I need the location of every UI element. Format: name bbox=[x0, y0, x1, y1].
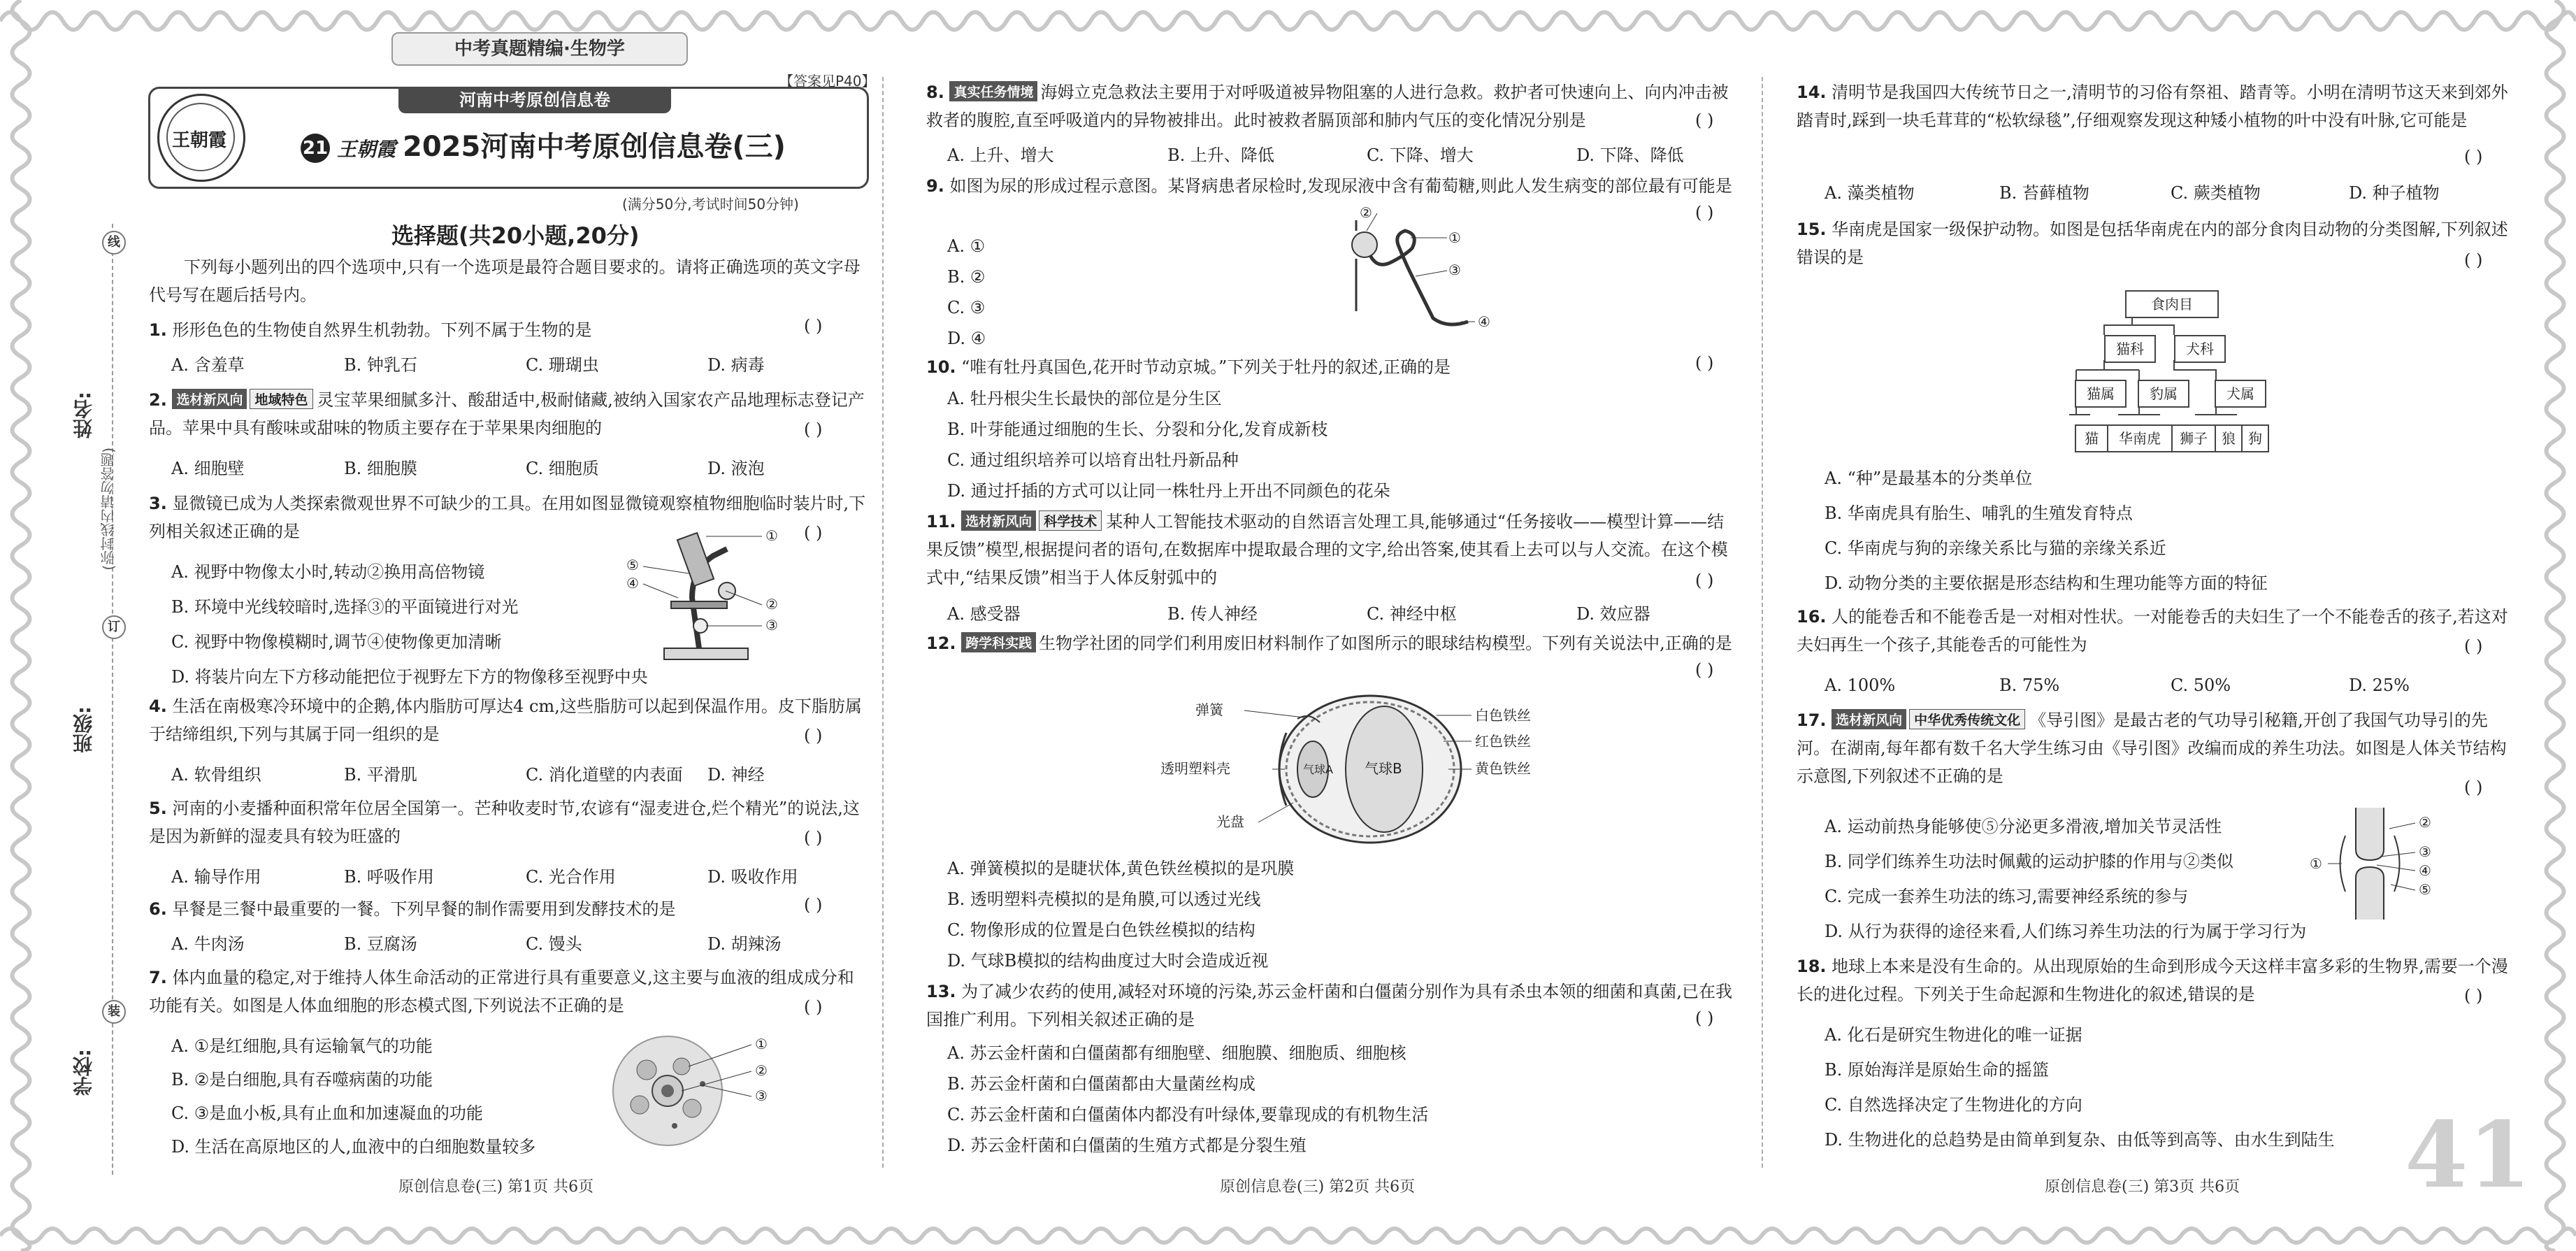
option-d: D. 从行为获得的途径来看,人们练习养生功法的行为属于学习行为 bbox=[1825, 922, 2307, 941]
answer-blank-11[interactable]: ( ) bbox=[1695, 571, 1714, 590]
option-d: D. 苏云金杆菌和白僵菌的生殖方式都是分裂生殖 bbox=[947, 1136, 1307, 1155]
option-c: C. 神经中枢 bbox=[1367, 604, 1457, 624]
answer-blank-13[interactable]: ( ) bbox=[1695, 1008, 1714, 1028]
answer-blank-9[interactable]: ( ) bbox=[1695, 203, 1714, 222]
option-a: A. “种”是最基本的分类单位 bbox=[1825, 469, 2033, 488]
figure-label: ① bbox=[755, 1036, 768, 1052]
question-18 bbox=[1797, 952, 2520, 1008]
figure-label: 弹簧 bbox=[1195, 701, 1223, 718]
page-footer-2: 原创信息卷(三) 第2页 共6页 bbox=[1220, 1178, 1416, 1196]
question-text: 灵宝苹果细腻多汁、酸甜适中,极耐储藏,被纳入国家农产品地理标志登记产品。苹果中具有酸味或甜味的物质主要存在于苹果果肉细胞的 bbox=[149, 390, 865, 438]
option-b: B. 75% bbox=[1999, 675, 2060, 695]
question-13 bbox=[926, 978, 1737, 1034]
binding-mark-line: 线 bbox=[102, 231, 126, 255]
question-2 bbox=[149, 386, 869, 442]
option-b: B. 豆腐汤 bbox=[344, 934, 417, 954]
question-number: 2. bbox=[149, 390, 167, 410]
option-b: B. 同学们练养生功法时佩戴的运动护膝的作用与②类似 bbox=[1825, 852, 2233, 871]
figure-label: ⑤ bbox=[626, 557, 639, 573]
option-a: A. 视野中物像太小时,转动②换用高倍物镜 bbox=[171, 562, 485, 582]
option-a: A. 含羞草 bbox=[171, 355, 245, 375]
option-b: B. 透明塑料壳模拟的是角膜,可以透过光线 bbox=[947, 889, 1261, 909]
option-a: A. 输导作用 bbox=[171, 867, 261, 887]
blood-cell-figure bbox=[605, 1028, 786, 1154]
option-a: A. 苏云金杆菌和白僵菌都有细胞壁、细胞膜、细胞质、细胞核 bbox=[947, 1043, 1406, 1063]
option-b: B. 苔藓植物 bbox=[1999, 183, 2089, 203]
brand-name: 王朝霞 bbox=[337, 138, 396, 161]
tree-node-genus: 豹属 bbox=[2138, 380, 2189, 408]
question-number: 4. bbox=[149, 696, 167, 716]
option-b: B. 上升、降低 bbox=[1167, 145, 1274, 165]
option-c: C. 馒头 bbox=[526, 934, 582, 954]
option-b: B. 细胞膜 bbox=[344, 459, 417, 478]
question-5 bbox=[149, 794, 869, 850]
microscope-figure bbox=[622, 528, 804, 668]
option-d: D. 病毒 bbox=[707, 355, 765, 375]
tree-node-species: 狮子 bbox=[2171, 424, 2216, 452]
option-c: C. 华南虎与狗的亲缘关系比与猫的亲缘关系近 bbox=[1825, 538, 2166, 558]
option-b: B. 传人神经 bbox=[1167, 604, 1258, 624]
figure-label: ③ bbox=[2419, 843, 2431, 860]
binding-mark-bind: 装 bbox=[102, 1000, 126, 1024]
answer-blank-12[interactable]: ( ) bbox=[1695, 660, 1714, 680]
question-8 bbox=[926, 78, 1737, 134]
option-c: C. 蕨类植物 bbox=[2171, 183, 2261, 203]
figure-label: 光盘 bbox=[1216, 813, 1244, 830]
figure-label: ④ bbox=[1478, 313, 1490, 330]
series-tab: 中考真题精编·生物学 bbox=[391, 32, 688, 66]
option-d: D. 液泡 bbox=[707, 459, 765, 478]
question-text: 为了减少农药的使用,减轻对环境的污染,苏云金杆菌和白僵菌分别作为具有杀虫本领的细菌和真菌,已在我国推广利用。下列相关叙述正确的是 bbox=[926, 982, 1733, 1029]
option-a: A. 牛肉汤 bbox=[171, 934, 245, 954]
option-a: A. 化石是研究生物进化的唯一证据 bbox=[1825, 1025, 2082, 1045]
option-b: B. 原始海洋是原始生命的摇篮 bbox=[1825, 1060, 2049, 1080]
option-c: C. 苏云金杆菌和白僵菌体内都没有叶绿体,要靠现成的有机物生活 bbox=[947, 1105, 1429, 1124]
option-b: B. 呼吸作用 bbox=[344, 867, 434, 887]
question-tag: 选材新风向 bbox=[961, 510, 1036, 531]
joint-structure-figure bbox=[2307, 808, 2447, 920]
figure-label: 气球A bbox=[1303, 763, 1333, 776]
figure-label: ④ bbox=[626, 575, 639, 592]
question-text: 生活在南极寒冷环境中的企鹅,体内脂肪可厚达4 cm,这些脂肪可以起到保温作用。皮下脂肪属于结缔组织,下列与其属于同一组织的是 bbox=[149, 696, 862, 744]
option-d: D. 将装片向左下方移动能把位于视野左下方的物像移至视野中央 bbox=[171, 667, 648, 687]
option-d: D. 生活在高原地区的人,血液中的白细胞数量较多 bbox=[171, 1137, 536, 1157]
question-16 bbox=[1797, 603, 2520, 659]
figure-label: 白色铁丝 bbox=[1475, 707, 1531, 724]
question-number: 13. bbox=[926, 982, 956, 1001]
name-label: 姓名: bbox=[72, 392, 95, 439]
figure-label: ⑤ bbox=[2419, 881, 2431, 898]
question-6 bbox=[149, 895, 848, 923]
option-d: D. 吸收作用 bbox=[707, 867, 798, 887]
question-tag: 真实任务情境 bbox=[949, 81, 1037, 101]
question-tag: 选材新风向 bbox=[172, 389, 247, 409]
question-number: 14. bbox=[1797, 83, 1827, 102]
tree-node-species: 狼 bbox=[2215, 424, 2243, 452]
tree-node-species: 华南虎 bbox=[2107, 424, 2173, 452]
decorative-wavy-border-right bbox=[2534, 0, 2576, 1251]
tree-node-species: 狗 bbox=[2241, 424, 2269, 452]
option-d: D. 效应器 bbox=[1576, 604, 1650, 624]
question-text: 人的能卷舌和不能卷舌是一对相对性状。一对能卷舌的夫妇生了一个不能卷舌的孩子,若这对夫妇再生一个孩子,其能卷舌的可能性为 bbox=[1797, 607, 2508, 655]
tree-node-family: 猫科 bbox=[2104, 335, 2156, 363]
option-d: D. 胡辣汤 bbox=[707, 934, 782, 954]
figure-label: ③ bbox=[755, 1087, 768, 1104]
question-text: 海姆立克急救法主要用于对呼吸道被异物阻塞的人进行急救。救护者可快速向上、向内冲击被救者的腹腔,直至呼吸道内的异物被排出。此时被救者膈顶部和肺内气压的变化情况分别是 bbox=[926, 83, 1729, 130]
question-7 bbox=[149, 964, 869, 1020]
figure-label: 气球B bbox=[1365, 760, 1402, 777]
option-a: A. 100% bbox=[1825, 675, 1896, 695]
question-text: 《导引图》是最古老的气功导引秘籍,开创了我国气功导引的先河。在湖南,每年都有数千名大学生练习由《导引图》改编而成的养生功法。如图是人体关节结构示意图,下列叙述不正确的是 bbox=[1797, 710, 2507, 786]
option-c: C. 完成一套养生功法的练习,需要神经系统的参与 bbox=[1825, 887, 2189, 906]
option-c: C. 物像形成的位置是白色铁丝模拟的结构 bbox=[947, 920, 1255, 940]
option-d: D. ④ bbox=[947, 329, 986, 348]
option-a: A. 藻类植物 bbox=[1825, 183, 1915, 203]
question-tag: 地域特色 bbox=[250, 389, 312, 409]
column-divider bbox=[882, 77, 884, 1168]
answer-blank-16[interactable]: ( ) bbox=[2464, 636, 2483, 656]
answer-blank-18[interactable]: ( ) bbox=[2464, 986, 2483, 1006]
figure-label: ② bbox=[1360, 206, 1372, 221]
question-15 bbox=[1797, 215, 2520, 271]
question-tag: 科学技术 bbox=[1039, 510, 1102, 531]
tree-node-family: 犬科 bbox=[2174, 335, 2226, 363]
school-label: 学校: bbox=[72, 1049, 95, 1096]
answer-blank-5[interactable]: ( ) bbox=[804, 828, 823, 848]
question-number: 11. bbox=[926, 512, 956, 531]
option-c: C. 通过组织培养可以培育出牡丹新品种 bbox=[947, 450, 1239, 470]
question-text: “唯有牡丹真国色,花开时节动京城。”下列关于牡丹的叙述,正确的是 bbox=[961, 357, 1451, 377]
question-number: 9. bbox=[926, 176, 944, 196]
option-a: A. 牡丹根尖生长最快的部位是分生区 bbox=[947, 389, 1222, 408]
question-number: 17. bbox=[1797, 710, 1827, 730]
answer-blank-3[interactable]: ( ) bbox=[804, 523, 823, 543]
section-title: 选择题(共20小题,20分) bbox=[391, 222, 640, 249]
figure-label: ② bbox=[2419, 814, 2431, 831]
figure-label: ① bbox=[765, 528, 778, 544]
tree-node-genus: 犬属 bbox=[2215, 380, 2266, 408]
column-divider bbox=[1762, 77, 1763, 1168]
option-d: D. 种子植物 bbox=[2349, 183, 2440, 203]
option-d: D. 通过扦插的方式可以让同一株牡丹上开出不同颜色的花朵 bbox=[947, 481, 1390, 501]
question-number: 15. bbox=[1797, 220, 1827, 239]
question-number: 16. bbox=[1797, 607, 1827, 627]
question-text: 早餐是三餐中最重要的一餐。下列早餐的制作需要用到发酵技术的是 bbox=[172, 899, 676, 919]
option-c: C. 细胞质 bbox=[526, 459, 599, 478]
option-b: B. 苏云金杆菌和白僵菌都由大量菌丝构成 bbox=[947, 1074, 1255, 1094]
question-1 bbox=[149, 316, 848, 344]
page-footer-1: 原创信息卷(三) 第1页 共6页 bbox=[398, 1178, 594, 1196]
option-c: C. 光合作用 bbox=[526, 867, 616, 887]
question-4 bbox=[149, 692, 869, 748]
option-b: B. 叶芽能通过细胞的生长、分裂和分化,发育成新枝 bbox=[947, 420, 1328, 439]
option-c: C. 下降、增大 bbox=[1367, 145, 1474, 165]
answer-blank-14[interactable]: ( ) bbox=[2464, 147, 2483, 166]
option-d: D. 25% bbox=[2349, 675, 2410, 695]
option-c: C. 视野中物像模糊时,调节④使物像更加清晰 bbox=[171, 632, 502, 652]
question-tag: 选材新风向 bbox=[1832, 709, 1906, 729]
figure-label: ④ bbox=[2419, 862, 2431, 879]
question-text: 形形色色的生物使自然界生机勃勃。下列不属于生物的是 bbox=[172, 320, 592, 340]
option-d: D. 生物进化的总趋势是由简单到复杂、由低等到高等、由水生到陆生 bbox=[1825, 1130, 2335, 1150]
option-b: B. ②是白细胞,具有吞噬病菌的功能 bbox=[171, 1070, 433, 1089]
option-d: D. 下降、降低 bbox=[1576, 145, 1684, 165]
answer-reference: 【答案见P40】 bbox=[779, 73, 876, 90]
option-c: C. 自然选择决定了生物进化的方向 bbox=[1825, 1095, 2082, 1115]
option-b: B. 华南虎具有胎生、哺乳的生殖发育特点 bbox=[1825, 503, 2133, 523]
question-14 bbox=[1797, 78, 2520, 134]
header-ribbon: 河南中考原创信息卷 bbox=[398, 87, 671, 113]
answer-blank-6[interactable]: ( ) bbox=[804, 895, 823, 915]
option-a: A. 弹簧模拟的是睫状体,黄色铁丝模拟的是巩膜 bbox=[947, 859, 1295, 878]
figure-label: ② bbox=[755, 1062, 768, 1079]
logo-lettering: 王朝霞 bbox=[171, 130, 226, 151]
option-a: A. 上升、增大 bbox=[947, 145, 1054, 165]
question-number: 5. bbox=[149, 799, 167, 818]
option-b: B. ② bbox=[947, 267, 986, 287]
decorative-wavy-border-left bbox=[0, 0, 42, 1251]
answer-blank-1[interactable]: ( ) bbox=[804, 316, 823, 336]
decorative-wavy-border-bottom bbox=[0, 1220, 2576, 1251]
exam-title-text: 2025河南中考原创信息卷(三) bbox=[403, 131, 786, 163]
option-c: C. ③ bbox=[947, 298, 986, 317]
nephron-figure bbox=[1328, 206, 1510, 343]
option-b: B. 环境中光线较暗时,选择③的平面镜进行对光 bbox=[171, 597, 519, 617]
option-c: C. 50% bbox=[2171, 675, 2231, 695]
question-number: 12. bbox=[926, 634, 956, 653]
figure-label: ③ bbox=[1448, 262, 1461, 278]
option-a: A. ① bbox=[947, 236, 986, 256]
question-number: 6. bbox=[149, 899, 167, 919]
decorative-wavy-border-top bbox=[0, 0, 2576, 42]
question-text: 清明节是我国四大传统节日之一,清明节的习俗有祭祖、踏青等。小明在清明节这天来到郊外踏青时,踩到一块毛茸茸的“松软绿毯”,仔细观察发现这种矮小植物的叶中没有叶脉,它可能是 bbox=[1797, 83, 2508, 130]
figure-label: ① bbox=[2310, 855, 2322, 872]
exam-number-badge: 21 bbox=[301, 134, 330, 163]
figure-label: ② bbox=[765, 596, 778, 613]
question-number: 8. bbox=[926, 83, 944, 102]
option-d: D. 动物分类的主要依据是形态结构和生理功能等方面的特征 bbox=[1825, 573, 2268, 593]
figure-label: 红色铁丝 bbox=[1475, 733, 1531, 750]
tree-node-order: 食肉目 bbox=[2125, 290, 2219, 318]
question-text: 显微镜已成为人类探索微观世界不可缺少的工具。在用如图显微镜观察植物细胞临时装片时,下列相关叙述正确的是 bbox=[149, 494, 866, 541]
question-text: 如图为尿的形成过程示意图。某肾病患者尿检时,发现尿液中含有葡萄糖,则此人发生病变的部位最有可能是 bbox=[949, 176, 1732, 196]
question-number: 18. bbox=[1797, 957, 1827, 976]
page-footer-3: 原创信息卷(三) 第3页 共6页 bbox=[2045, 1178, 2240, 1196]
question-number: 10. bbox=[926, 357, 956, 377]
answer-blank-8[interactable]: ( ) bbox=[1695, 110, 1714, 130]
option-d: D. 神经 bbox=[707, 765, 765, 785]
option-a: A. ①是红细胞,具有运输氧气的功能 bbox=[171, 1036, 433, 1056]
option-d: D. 气球B模拟的结构曲度过大时会造成近视 bbox=[947, 951, 1269, 971]
option-c: C. ③是血小板,具有止血和加速凝血的功能 bbox=[171, 1103, 483, 1123]
question-text: 某种人工智能技术驱动的自然语言处理工具,能够通过“任务接收——模型计算——结果反馈”模型,根据提问者的语句,在数据库中提取最合理的文字,给出答案,使其看上去可以与人交流。在这个模式中,“结果反馈”相当于人体反射弧中的 bbox=[926, 512, 1728, 587]
question-tag: 中华优秀传统文化 bbox=[1909, 709, 2025, 729]
option-c: C. 珊瑚虫 bbox=[526, 355, 599, 375]
figure-label: ① bbox=[1448, 229, 1461, 246]
tree-node-genus: 猫属 bbox=[2075, 380, 2127, 408]
answer-blank-17[interactable]: ( ) bbox=[2464, 778, 2483, 797]
question-12 bbox=[926, 629, 1737, 657]
question-number: 7. bbox=[149, 968, 167, 987]
tree-node-species: 猫 bbox=[2075, 424, 2108, 452]
question-text: 体内血量的稳定,对于维持人体生命活动的正常进行具有重要意义,这主要与血液的组成成分和功能有关。如图是人体血细胞的形态模式图,下列说法不正确的是 bbox=[149, 968, 854, 1015]
question-tag: 跨学科实践 bbox=[961, 632, 1036, 652]
answer-blank-10[interactable]: ( ) bbox=[1695, 353, 1714, 373]
class-label: 班级: bbox=[72, 706, 95, 754]
figure-label: 黄色铁丝 bbox=[1475, 760, 1531, 777]
option-c: C. 消化道壁的内表面 bbox=[526, 765, 683, 785]
option-a: A. 感受器 bbox=[947, 604, 1021, 624]
question-text: 河南的小麦播种面积常年位居全国第一。芒种收麦时节,农谚有“湿麦进仓,烂个精光”的说法,这是因为新鲜的湿麦具有较为旺盛的 bbox=[149, 799, 860, 846]
binding-note: (弥封线内请勿答题) bbox=[100, 448, 117, 571]
option-a: A. 软骨组织 bbox=[171, 765, 261, 785]
instructions: 下列每小题列出的四个选项中,只有一个选项是最符合题目要求的。请将正确选项的英文字母代号写在题后括号内。 bbox=[149, 257, 861, 305]
figure-label: ③ bbox=[765, 617, 778, 634]
answer-blank-4[interactable]: ( ) bbox=[804, 726, 823, 745]
option-a: A. 细胞壁 bbox=[171, 459, 245, 478]
answer-blank-2[interactable]: ( ) bbox=[804, 420, 823, 439]
question-text: 地球上本来是没有生命的。从出现原始的生命到形成今天这样丰富多彩的生物界,需要一个漫长的进化过程。下列关于生命起源和生物进化的叙述,错误的是 bbox=[1797, 957, 2508, 1004]
option-b: B. 钟乳石 bbox=[344, 355, 417, 375]
binding-cut-line bbox=[112, 224, 113, 1175]
question-number: 3. bbox=[149, 494, 167, 513]
question-17 bbox=[1797, 706, 2520, 790]
answer-blank-7[interactable]: ( ) bbox=[804, 997, 823, 1017]
question-10 bbox=[926, 353, 1681, 381]
question-9 bbox=[926, 172, 1737, 200]
option-b: B. 平滑肌 bbox=[344, 765, 417, 785]
answer-blank-15[interactable]: ( ) bbox=[2464, 250, 2483, 270]
score-time-note: (满分50分,考试时间50分钟) bbox=[622, 196, 799, 213]
eyeball-model-figure bbox=[1160, 691, 1594, 852]
figure-label: 透明塑料壳 bbox=[1160, 760, 1230, 777]
exam-title bbox=[301, 124, 786, 164]
question-number: 1. bbox=[149, 320, 167, 340]
question-text: 华南虎是国家一级保护动物。如图是包括华南虎在内的部分食肉目动物的分类图解,下列叙述错误的是 bbox=[1797, 220, 2508, 267]
question-text: 生物学社团的同学们利用废旧材料制作了如图所示的眼球结构模型。下列有关说法中,正确的是 bbox=[1039, 634, 1732, 653]
option-a: A. 运动前热身能够使⑤分泌更多滑液,增加关节灵活性 bbox=[1825, 817, 2222, 836]
big-page-number: 41 bbox=[2405, 1101, 2531, 1208]
question-11 bbox=[926, 508, 1737, 592]
binding-mark-seal: 订 bbox=[102, 615, 126, 639]
